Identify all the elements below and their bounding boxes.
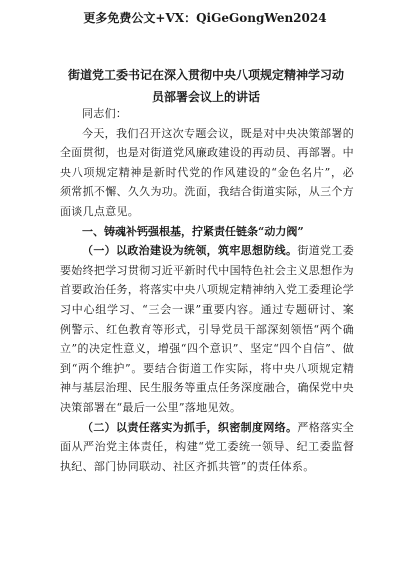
document-body: [60, 104, 354, 476]
subsection-1: [60, 241, 354, 417]
promo-header: 更多免费公文+VX：QiGeGongWen2024: [83, 11, 327, 25]
subsection-2-text: 严格落实全面从严治党主体责任，构建“党工委统一领导、纪工委监督执纪、部门协同联动、社区齐抓共管”的责任体系。: [60, 420, 354, 473]
document-title: 街道党工委书记在深入贯彻中央八项规定精神学习动员部署会议上的讲话: [67, 68, 344, 104]
section-heading-1: 一、铸魂补钙强根基，拧紧责任链条“动力阀”: [82, 224, 304, 238]
subsection-2: [60, 418, 354, 477]
salutation: 同志们：: [82, 107, 128, 120]
paragraph-intro: 今天，我们召开这次专题会议，既是对中央决策部署的全面贯彻，也是对街道党风廉政建设的再动员、再部署。中央八项规定精神是新时代党的作风建设的“金色名片”，必须常抓不懈、久久为功。洗面，我结合街道实际，从三个方面谈几点意见。: [60, 126, 354, 218]
subsection-1-lead: （一）以政治建设为统领，筑牢思想防线。: [82, 244, 298, 258]
subsection-2-lead: （二）以责任落实为抓手，织密制度网络。: [82, 420, 298, 434]
subsection-1-text: 街道党工委要始终把学习贯彻习近平新时代中国特色社会主义思想作为首要政治任务，将落实中央八项规定精神纳入党工委理论学习中心组学习、“三会一课”重要内容。通过专题研讨、案例警示、红色教育等形式，引导党员干部深刻领悟“两个确立”的决定性意义，增强“四个意识”、坚定“四个自信”、做到“两个维护”。要结合街道工作实际，将中央八项规定精神与基层治理、民生服务等重点任务深度融合，确保党中央决策部署在“最后一公里”落地见效。: [60, 244, 354, 414]
